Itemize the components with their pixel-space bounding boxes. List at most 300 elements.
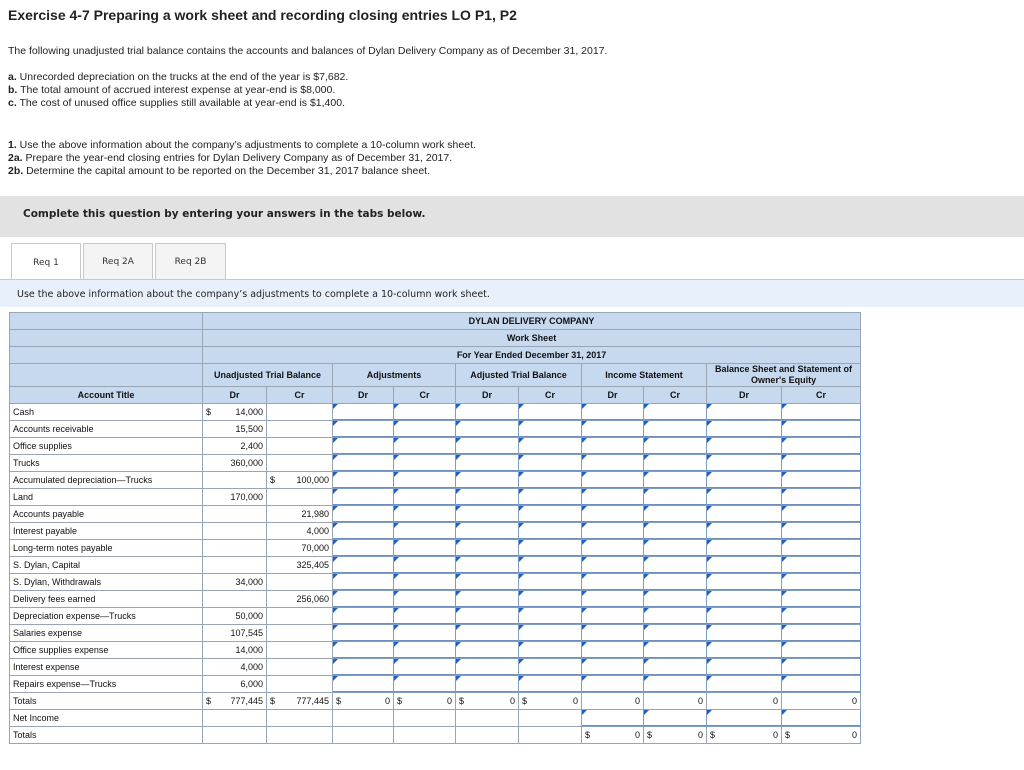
account-row <box>10 404 861 421</box>
worksheet-input-cell[interactable] <box>582 523 644 540</box>
amount-value: 4,000 <box>306 526 329 536</box>
worksheet-input-cell[interactable] <box>519 455 582 472</box>
unadjusted-dr-cell <box>203 659 267 676</box>
account-name: Cash <box>10 404 203 421</box>
worksheet-input-cell[interactable] <box>394 523 456 540</box>
amount-value: 0 <box>697 730 703 740</box>
empty-cell <box>333 710 394 727</box>
worksheet-input-cell[interactable] <box>644 574 707 591</box>
work-sheet-table <box>9 312 861 744</box>
tab-req-2a[interactable]: Req 2A <box>83 243 153 280</box>
unadjusted-cr-cell <box>267 625 333 642</box>
amount-value: 14,000 <box>235 645 263 655</box>
worksheet-input-cell[interactable] <box>707 608 782 625</box>
worksheet-input-cell[interactable] <box>707 574 782 591</box>
worksheet-input-cell[interactable] <box>782 557 861 574</box>
worksheet-input-cell[interactable] <box>519 506 582 523</box>
currency-sign: $ <box>647 730 653 740</box>
worksheet-input-cell[interactable] <box>333 472 394 489</box>
worksheet-input-cell[interactable] <box>707 489 782 506</box>
unadjusted-dr-cell <box>203 574 267 591</box>
unadjusted-cr-cell <box>267 608 333 625</box>
worksheet-input-cell[interactable] <box>394 608 456 625</box>
adjustment-item-line <box>8 97 348 110</box>
empty-cell <box>394 727 456 744</box>
worksheet-input-cell[interactable] <box>707 438 782 455</box>
net-income-input[interactable] <box>644 710 707 727</box>
amount-value: 256,060 <box>296 594 329 604</box>
adjustment-item-label: b. <box>8 84 18 96</box>
account-name: Interest payable <box>10 523 203 540</box>
account-name: S. Dylan, Withdrawals <box>10 574 203 591</box>
worksheet-input-cell[interactable] <box>519 523 582 540</box>
unadjusted-cr-cell <box>267 421 333 438</box>
requirement-item-label: 2a. <box>8 152 23 164</box>
unadjusted-cr-cell <box>267 591 333 608</box>
currency-sign: $ <box>585 730 591 740</box>
unadjusted-cr-cell <box>267 523 333 540</box>
worksheet-input-cell[interactable] <box>519 676 582 693</box>
account-name: Delivery fees earned <box>10 591 203 608</box>
final-totals-row <box>10 727 861 744</box>
worksheet-input-cell[interactable] <box>519 625 582 642</box>
worksheet-input-cell[interactable] <box>707 557 782 574</box>
column-cr-header: Cr <box>519 387 582 404</box>
account-title-header: Account Title <box>10 387 203 404</box>
requirement-item-line <box>8 139 476 152</box>
worksheet-input-cell[interactable] <box>519 574 582 591</box>
worksheet-input-cell[interactable] <box>707 404 782 421</box>
net-income-input[interactable] <box>707 710 782 727</box>
final-total-is-dr <box>582 727 644 744</box>
worksheet-input-cell[interactable] <box>456 676 519 693</box>
account-name: Office supplies <box>10 438 203 455</box>
worksheet-input-cell[interactable] <box>333 438 394 455</box>
worksheet-input-cell[interactable] <box>782 676 861 693</box>
worksheet-input-cell[interactable] <box>782 404 861 421</box>
totals-row <box>10 693 861 710</box>
worksheet-input-cell[interactable] <box>519 421 582 438</box>
adjustment-item-line <box>8 84 348 97</box>
total-adj-dr <box>333 693 394 710</box>
worksheet-input-cell[interactable] <box>333 404 394 421</box>
worksheet-input-cell[interactable] <box>707 591 782 608</box>
worksheet-input-cell[interactable] <box>582 642 644 659</box>
amount-value: 0 <box>384 696 390 706</box>
requirement-item-label: 2b. <box>8 165 24 177</box>
worksheet-input-cell[interactable] <box>333 676 394 693</box>
unadjusted-dr-cell <box>203 557 267 574</box>
unadjusted-dr-cell <box>203 523 267 540</box>
unadjusted-cr-cell <box>267 642 333 659</box>
worksheet-input-cell[interactable] <box>707 659 782 676</box>
unadjusted-dr-cell <box>203 506 267 523</box>
unadjusted-dr-cell <box>203 455 267 472</box>
worksheet-input-cell[interactable] <box>519 438 582 455</box>
account-row <box>10 506 861 523</box>
unadjusted-dr-cell <box>203 676 267 693</box>
worksheet-input-cell[interactable] <box>782 574 861 591</box>
amount-value: 50,000 <box>235 611 263 621</box>
worksheet-input-cell[interactable] <box>519 642 582 659</box>
amount-value: 0 <box>772 696 778 706</box>
worksheet-input-cell[interactable] <box>394 455 456 472</box>
amount-value: 2,400 <box>240 441 263 451</box>
total-bs-dr <box>707 693 782 710</box>
column-dr-header: Dr <box>582 387 644 404</box>
amount-value: 34,000 <box>235 577 263 587</box>
unadjusted-dr-cell <box>203 591 267 608</box>
worksheet-input-cell[interactable] <box>333 489 394 506</box>
worksheet-input-cell[interactable] <box>333 540 394 557</box>
instructions-banner: Complete this question by entering your answers in the tabs below. <box>0 196 1024 237</box>
account-name: Land <box>10 489 203 506</box>
group-unadjusted-trial-balance: Unadjusted Trial Balance <box>203 364 333 387</box>
group-income-statement: Income Statement <box>582 364 707 387</box>
worksheet-input-cell[interactable] <box>707 472 782 489</box>
column-cr-header: Cr <box>394 387 456 404</box>
worksheet-input-cell[interactable] <box>782 523 861 540</box>
unadjusted-cr-cell <box>267 472 333 489</box>
worksheet-input-cell[interactable] <box>394 591 456 608</box>
unadjusted-dr-cell <box>203 472 267 489</box>
worksheet-input-cell[interactable] <box>456 438 519 455</box>
worksheet-input-cell[interactable] <box>644 421 707 438</box>
worksheet-input-cell[interactable] <box>333 455 394 472</box>
unadjusted-dr-cell <box>203 540 267 557</box>
account-row <box>10 625 861 642</box>
worksheet-input-cell[interactable] <box>582 404 644 421</box>
worksheet-input-cell[interactable] <box>394 659 456 676</box>
worksheet-input-cell[interactable] <box>582 540 644 557</box>
worksheet-input-cell[interactable] <box>394 506 456 523</box>
total-unadj-dr <box>203 693 267 710</box>
amount-value: 14,000 <box>235 407 263 417</box>
worksheet-input-cell[interactable] <box>644 642 707 659</box>
worksheet-input-cell[interactable] <box>582 489 644 506</box>
worksheet-input-cell[interactable] <box>644 557 707 574</box>
worksheet-input-cell[interactable] <box>582 608 644 625</box>
final-total-bs-dr <box>707 727 782 744</box>
worksheet-input-cell[interactable] <box>456 523 519 540</box>
worksheet-input-cell[interactable] <box>782 608 861 625</box>
account-row <box>10 421 861 438</box>
worksheet-input-cell[interactable] <box>644 404 707 421</box>
worksheet-input-cell[interactable] <box>782 421 861 438</box>
worksheet-input-cell[interactable] <box>519 608 582 625</box>
worksheet-input-cell[interactable] <box>582 557 644 574</box>
worksheet-input-cell[interactable] <box>333 659 394 676</box>
unadjusted-dr-cell <box>203 625 267 642</box>
worksheet-input-cell[interactable] <box>519 404 582 421</box>
worksheet-input-cell[interactable] <box>456 489 519 506</box>
worksheet-input-cell[interactable] <box>394 540 456 557</box>
amount-value: 21,980 <box>301 509 329 519</box>
worksheet-input-cell[interactable] <box>582 676 644 693</box>
worksheet-input-cell[interactable] <box>333 642 394 659</box>
amount-value: 70,000 <box>301 543 329 553</box>
amount-value: 0 <box>634 730 640 740</box>
worksheet-input-cell[interactable] <box>456 574 519 591</box>
unadjusted-cr-cell <box>267 540 333 557</box>
amount-value: 6,000 <box>240 679 263 689</box>
worksheet-input-cell[interactable] <box>519 489 582 506</box>
unadjusted-dr-cell <box>203 608 267 625</box>
amount-value: 0 <box>572 696 578 706</box>
group-balance-sheet: Balance Sheet and Statement of Owner's Equity <box>707 364 861 387</box>
currency-sign: $ <box>270 475 276 485</box>
worksheet-input-cell[interactable] <box>394 438 456 455</box>
worksheet-input-cell[interactable] <box>782 438 861 455</box>
worksheet-input-cell[interactable] <box>644 455 707 472</box>
sheet-period: For Year Ended December 31, 2017 <box>203 347 861 364</box>
worksheet-input-cell[interactable] <box>582 438 644 455</box>
worksheet-input-cell[interactable] <box>519 557 582 574</box>
requirement-item-text: Use the above information about the company’s adjustments to complete a 10-column work sheet. <box>16 139 476 151</box>
worksheet-input-cell[interactable] <box>707 642 782 659</box>
total-is-cr <box>644 693 707 710</box>
worksheet-input-cell[interactable] <box>707 506 782 523</box>
worksheet-input-cell[interactable] <box>394 642 456 659</box>
worksheet-input-cell[interactable] <box>333 557 394 574</box>
amount-value: 777,445 <box>230 696 263 706</box>
adjustment-item-line <box>8 71 348 84</box>
worksheet-input-cell[interactable] <box>394 676 456 693</box>
unadjusted-cr-cell <box>267 557 333 574</box>
empty-cell <box>456 727 519 744</box>
unadjusted-dr-cell <box>203 642 267 659</box>
unadjusted-cr-cell <box>267 455 333 472</box>
account-name: Depreciation expense—Trucks <box>10 608 203 625</box>
adjustment-item-text: The total amount of accrued interest expense at year-end is $8,000. <box>17 84 336 96</box>
exercise-title: Exercise 4-7 Preparing a work sheet and recording closing entries LO P1, P2 <box>8 7 517 23</box>
account-row <box>10 540 861 557</box>
currency-sign: $ <box>785 730 791 740</box>
worksheet-input-cell[interactable] <box>644 659 707 676</box>
amount-value: 4,000 <box>240 662 263 672</box>
worksheet-input-cell[interactable] <box>333 421 394 438</box>
total-unadj-cr <box>267 693 333 710</box>
account-row <box>10 557 861 574</box>
account-row <box>10 438 861 455</box>
empty-cell <box>267 710 333 727</box>
group-adjustments: Adjustments <box>333 364 456 387</box>
worksheet-input-cell[interactable] <box>333 625 394 642</box>
worksheet-input-cell[interactable] <box>644 625 707 642</box>
total-is-dr <box>582 693 644 710</box>
amount-value: 360,000 <box>230 458 263 468</box>
worksheet-input-cell[interactable] <box>707 455 782 472</box>
empty-cell <box>203 710 267 727</box>
worksheet-input-cell[interactable] <box>519 659 582 676</box>
worksheet-input-cell[interactable] <box>782 506 861 523</box>
totals-label: Totals <box>10 693 203 710</box>
worksheet-input-cell[interactable] <box>582 455 644 472</box>
company-name: DYLAN DELIVERY COMPANY <box>203 313 861 330</box>
account-row <box>10 455 861 472</box>
account-name: Salaries expense <box>10 625 203 642</box>
worksheet-input-cell[interactable] <box>333 523 394 540</box>
worksheet-input-cell[interactable] <box>582 659 644 676</box>
worksheet-input-cell[interactable] <box>644 489 707 506</box>
worksheet-input-cell[interactable] <box>394 421 456 438</box>
worksheet-input-cell[interactable] <box>456 506 519 523</box>
worksheet-input-cell[interactable] <box>519 540 582 557</box>
worksheet-input-cell[interactable] <box>394 404 456 421</box>
worksheet-input-cell[interactable] <box>782 455 861 472</box>
worksheet-input-cell[interactable] <box>456 625 519 642</box>
amount-value: 107,545 <box>230 628 263 638</box>
column-dr-header: Dr <box>333 387 394 404</box>
account-name: Interest expense <box>10 659 203 676</box>
account-name: Long-term notes payable <box>10 540 203 557</box>
worksheet-input-cell[interactable] <box>644 506 707 523</box>
empty-cell <box>456 710 519 727</box>
column-cr-header: Cr <box>267 387 333 404</box>
worksheet-input-cell[interactable] <box>707 676 782 693</box>
worksheet-input-cell[interactable] <box>707 540 782 557</box>
empty-cell <box>519 710 582 727</box>
total-adjtb-dr <box>456 693 519 710</box>
group-adjusted-trial-balance: Adjusted Trial Balance <box>456 364 582 387</box>
empty-cell <box>203 727 267 744</box>
currency-sign: $ <box>522 696 528 706</box>
unadjusted-cr-cell <box>267 574 333 591</box>
account-row <box>10 642 861 659</box>
currency-sign: $ <box>270 696 276 706</box>
worksheet-input-cell[interactable] <box>644 591 707 608</box>
amount-value: 0 <box>634 696 640 706</box>
amount-value: 0 <box>772 730 778 740</box>
worksheet-input-cell[interactable] <box>333 608 394 625</box>
tab-instruction: Use the above information about the company’s adjustments to complete a 10-column work sheet. <box>0 280 1024 307</box>
worksheet-input-cell[interactable] <box>582 421 644 438</box>
worksheet-input-cell[interactable] <box>456 591 519 608</box>
account-name: Accounts payable <box>10 506 203 523</box>
worksheet-input-cell[interactable] <box>456 472 519 489</box>
account-row <box>10 574 861 591</box>
amount-value: 0 <box>852 696 858 706</box>
account-name: Office supplies expense <box>10 642 203 659</box>
amount-value: 0 <box>446 696 452 706</box>
worksheet-input-cell[interactable] <box>707 625 782 642</box>
worksheet-input-cell[interactable] <box>644 540 707 557</box>
amount-value: 15,500 <box>235 424 263 434</box>
net-income-row <box>10 710 861 727</box>
amount-value: 777,445 <box>296 696 329 706</box>
worksheet-input-cell[interactable] <box>456 659 519 676</box>
empty-cell <box>267 727 333 744</box>
worksheet-input-cell[interactable] <box>782 659 861 676</box>
worksheet-input-cell[interactable] <box>456 557 519 574</box>
unadjusted-dr-cell <box>203 421 267 438</box>
tab-req-1[interactable]: Req 1 <box>11 243 81 281</box>
account-name: Accumulated depreciation—Trucks <box>10 472 203 489</box>
worksheet-input-cell[interactable] <box>394 472 456 489</box>
worksheet-input-cell[interactable] <box>333 574 394 591</box>
worksheet-input-cell[interactable] <box>394 625 456 642</box>
worksheet-input-cell[interactable] <box>644 438 707 455</box>
total-bs-cr <box>782 693 861 710</box>
intro-text: The following unadjusted trial balance contains the accounts and balances of Dylan Delivery Company as of December 31, 2017. <box>8 45 608 57</box>
unadjusted-cr-cell <box>267 676 333 693</box>
worksheet-input-cell[interactable] <box>333 506 394 523</box>
currency-sign: $ <box>397 696 403 706</box>
account-row <box>10 472 861 489</box>
worksheet-input-cell[interactable] <box>644 676 707 693</box>
worksheet-input-cell[interactable] <box>782 472 861 489</box>
account-name: S. Dylan, Capital <box>10 557 203 574</box>
requirement-item-text: Prepare the year-end closing entries for Dylan Delivery Company as of December 31, 2017. <box>22 152 453 164</box>
worksheet-input-cell[interactable] <box>644 523 707 540</box>
worksheet-input-cell[interactable] <box>782 642 861 659</box>
amount-value: 170,000 <box>230 492 263 502</box>
adjustment-item-label: a. <box>8 71 17 83</box>
currency-sign: $ <box>206 696 212 706</box>
worksheet-input-cell[interactable] <box>782 625 861 642</box>
total-adj-cr <box>394 693 456 710</box>
amount-value: 100,000 <box>296 475 329 485</box>
worksheet-input-cell[interactable] <box>582 625 644 642</box>
net-income-input[interactable] <box>782 710 861 727</box>
worksheet-input-cell[interactable] <box>782 489 861 506</box>
amount-value: 0 <box>852 730 858 740</box>
worksheet-input-cell[interactable] <box>456 642 519 659</box>
worksheet-input-cell[interactable] <box>644 472 707 489</box>
column-cr-header: Cr <box>644 387 707 404</box>
worksheet-input-cell[interactable] <box>456 455 519 472</box>
worksheet-input-cell[interactable] <box>582 591 644 608</box>
account-row <box>10 676 861 693</box>
total-adjtb-cr <box>519 693 582 710</box>
adjustments-info <box>8 71 348 110</box>
account-row <box>10 489 861 506</box>
worksheet-input-cell[interactable] <box>582 574 644 591</box>
net-income-input[interactable] <box>582 710 644 727</box>
unadjusted-cr-cell <box>267 659 333 676</box>
empty-cell <box>333 727 394 744</box>
worksheet-input-cell[interactable] <box>707 523 782 540</box>
unadjusted-cr-cell <box>267 506 333 523</box>
worksheet-input-cell[interactable] <box>582 506 644 523</box>
worksheet-input-cell[interactable] <box>707 421 782 438</box>
tab-req-2b[interactable]: Req 2B <box>155 243 226 280</box>
worksheet-input-cell[interactable] <box>394 574 456 591</box>
worksheet-input-cell[interactable] <box>456 540 519 557</box>
worksheet-input-cell[interactable] <box>782 591 861 608</box>
worksheet-input-cell[interactable] <box>644 608 707 625</box>
final-total-is-cr <box>644 727 707 744</box>
adjustment-item-text: Unrecorded depreciation on the trucks at the end of the year is $7,682. <box>16 71 349 83</box>
worksheet-input-cell[interactable] <box>519 591 582 608</box>
worksheet-input-cell[interactable] <box>456 608 519 625</box>
currency-sign: $ <box>206 407 212 417</box>
worksheet-input-cell[interactable] <box>394 557 456 574</box>
unadjusted-dr-cell <box>203 438 267 455</box>
worksheet-input-cell[interactable] <box>456 421 519 438</box>
worksheet-input-cell[interactable] <box>782 540 861 557</box>
worksheet-input-cell[interactable] <box>394 489 456 506</box>
worksheet-input-cell[interactable] <box>333 591 394 608</box>
account-name: Repairs expense—Trucks <box>10 676 203 693</box>
worksheet-input-cell[interactable] <box>582 472 644 489</box>
account-row <box>10 659 861 676</box>
worksheet-input-cell[interactable] <box>456 404 519 421</box>
unadjusted-cr-cell <box>267 438 333 455</box>
worksheet-input-cell[interactable] <box>519 472 582 489</box>
amount-value: 0 <box>697 696 703 706</box>
column-dr-header: Dr <box>456 387 519 404</box>
